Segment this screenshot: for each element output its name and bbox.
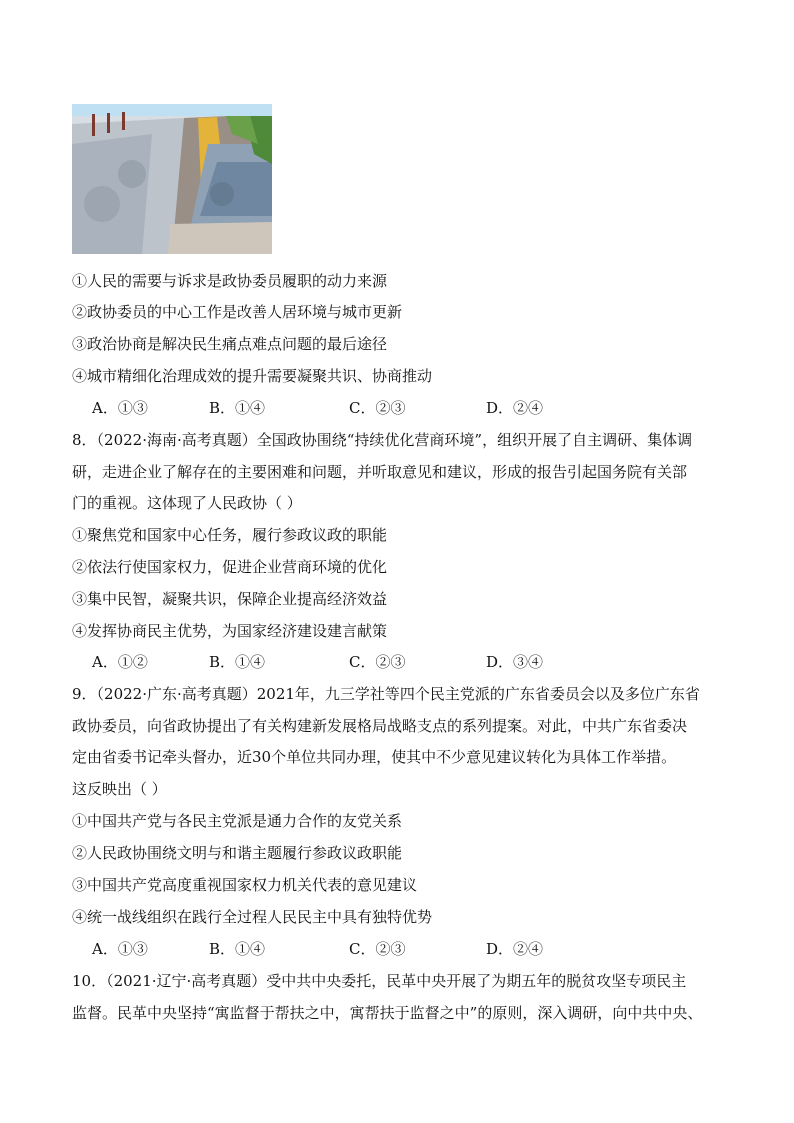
q7-statement-3: ③政治协商是解决民生痛点难点问题的最后途径	[72, 335, 388, 353]
q9-statement-2: ②人民政协围绕文明与和谐主题履行参政议政职能	[72, 844, 403, 862]
q9-stem-line-1: 9．（2022·广东·高考真题）2021年，九三学社等四个民主党派的广东省委员会以及多位广东省	[72, 685, 700, 703]
q9-option-c[interactable]: C．②③	[349, 940, 406, 958]
q8-statement-3: ③集中民智，凝聚共识，保障企业提高经济效益	[72, 590, 388, 608]
q9-stem-line-4: 这反映出（ ）	[72, 780, 167, 798]
q9-stem-line-2: 政协委员，向省政协提出了有关构建新发展格局战略支点的系列提案。对此，中共广东省委决	[72, 717, 688, 735]
q9-statement-4: ④统一战线组织在践行全过程人民民主中具有独特优势	[72, 908, 433, 926]
q10-stem-line-2: 监督。民革中央坚持“寓监督于帮扶之中，寓帮扶于监督之中”的原则，深入调研，向中共中央、	[72, 1004, 703, 1022]
q8-option-b[interactable]: B．①④	[209, 653, 266, 671]
q9-option-b[interactable]: B．①④	[209, 940, 266, 958]
q8-statement-4: ④发挥协商民主优势，为国家经济建设建言献策	[72, 622, 388, 640]
q8-statement-2: ②依法行使国家权力，促进企业营商环境的优化	[72, 558, 388, 576]
street-sidewalk-photo	[72, 104, 272, 254]
q8-option-d[interactable]: D．③④	[486, 653, 544, 671]
q7-option-a[interactable]: A．①③	[92, 399, 148, 417]
q9-stem-line-3: 定由省委书记牵头督办，近30个单位共同办理，使其中不少意见建议转化为具体工作举措。	[72, 748, 677, 766]
q7-statement-2: ②政协委员的中心工作是改善人居环境与城市更新	[72, 303, 403, 321]
q7-option-d[interactable]: D．②④	[486, 399, 544, 417]
q9-option-a[interactable]: A．①③	[92, 940, 148, 958]
q8-stem-line-1: 8．（2022·海南·高考真题）全国政协围绕“持续优化营商环境”，组织开展了自主调研、集体调	[72, 431, 693, 449]
q7-statement-4: ④城市精细化治理成效的提升需要凝聚共识、协商推动	[72, 367, 433, 385]
q8-option-a[interactable]: A．①②	[92, 653, 148, 671]
q7-option-c[interactable]: C．②③	[349, 399, 406, 417]
q8-statement-1: ①聚焦党和国家中心任务，履行参政议政的职能	[72, 526, 388, 544]
q9-statement-3: ③中国共产党高度重视国家权力机关代表的意见建议	[72, 876, 418, 894]
q9-option-d[interactable]: D．②④	[486, 940, 544, 958]
q10-stem-line-1: 10．（2021·辽宁·高考真题）受中共中央委托，民革中央开展了为期五年的脱贫攻坚专项民主	[72, 972, 687, 990]
q8-stem-line-3: 门的重视。这体现了人民政协（ ）	[72, 494, 302, 512]
q9-statement-1: ①中国共产党与各民主党派是通力合作的友党关系	[72, 812, 403, 830]
q8-option-c[interactable]: C．②③	[349, 653, 406, 671]
q8-stem-line-2: 研，走进企业了解存在的主要困难和问题，并听取意见和建议，形成的报告引起国务院有关部	[72, 463, 688, 481]
q7-option-b[interactable]: B．①④	[209, 399, 266, 417]
q7-statement-1: ①人民的需要与诉求是政协委员履职的动力来源	[72, 272, 388, 290]
sidewalk-image	[72, 104, 272, 254]
